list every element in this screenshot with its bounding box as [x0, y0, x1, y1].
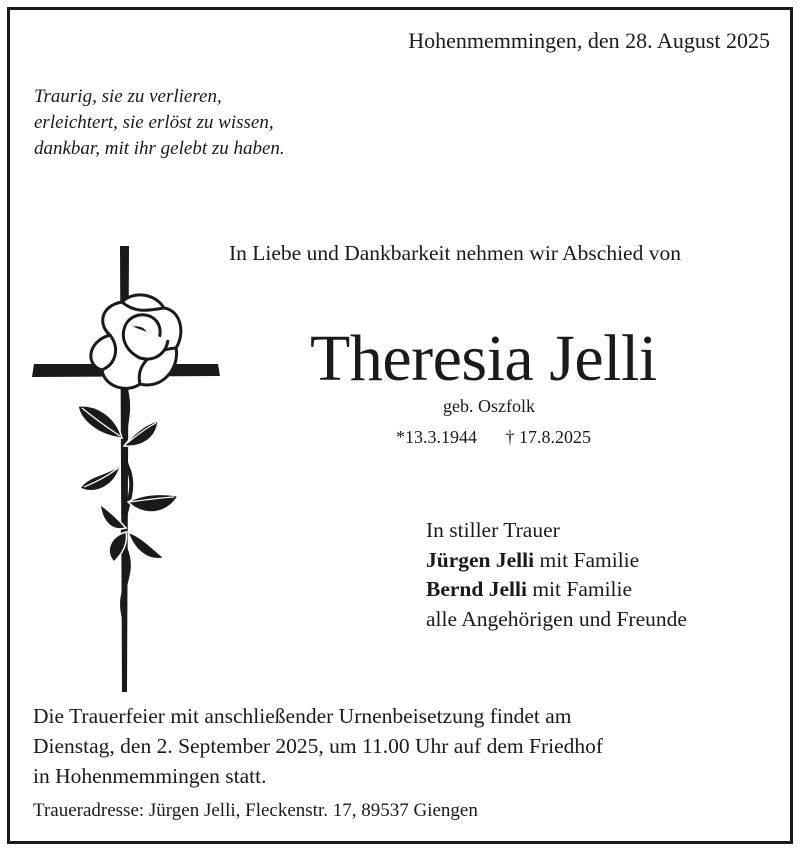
ceremony-line: Die Trauerfeier mit anschließender Urnenbeisetzung findet am [33, 704, 572, 728]
maiden-name: geb. Oszfolk [443, 396, 535, 416]
ceremony-line: Dienstag, den 2. September 2025, um 11.00 Uhr auf dem Friedhof [33, 734, 604, 758]
poem-line: erleichtert, sie erlöst zu wissen, [34, 112, 274, 133]
mourner-suffix: mit Familie [526, 577, 633, 601]
mourners-block [426, 516, 687, 634]
cross-with-rose-icon [30, 240, 225, 695]
poem-line: dankbar, mit ihr gelebt zu haben. [34, 138, 285, 159]
life-dates [396, 427, 591, 448]
mourning-intro: In stiller Trauer [426, 518, 560, 542]
mourner-line [426, 546, 687, 576]
mourner-suffix: mit Familie [534, 547, 640, 572]
birth-date: *13.3.1944 [396, 427, 477, 447]
mourner-name: Jürgen Jelli [426, 547, 535, 572]
ceremony-info [33, 701, 603, 791]
mourner-line [426, 575, 687, 605]
death-date: † 17.8.2025 [505, 427, 591, 447]
poem [34, 84, 285, 162]
place-date: Hohenmemmingen, den 28. August 2025 [408, 28, 770, 53]
deceased-name: Theresia Jelli [310, 322, 657, 395]
poem-line: Traurig, sie zu verlieren, [34, 86, 222, 107]
mourner-others: alle Angehörigen und Freunde [426, 606, 687, 631]
mourning-address: Traueradresse: Jürgen Jelli, Fleckenstr. 17, 89537 Giengen [33, 800, 478, 821]
farewell-intro: In Liebe und Dankbarkeit nehmen wir Abschied von [229, 241, 681, 265]
mourner-name: Bernd Jelli [426, 577, 527, 601]
ceremony-line: in Hohenmemmingen statt. [33, 764, 267, 788]
